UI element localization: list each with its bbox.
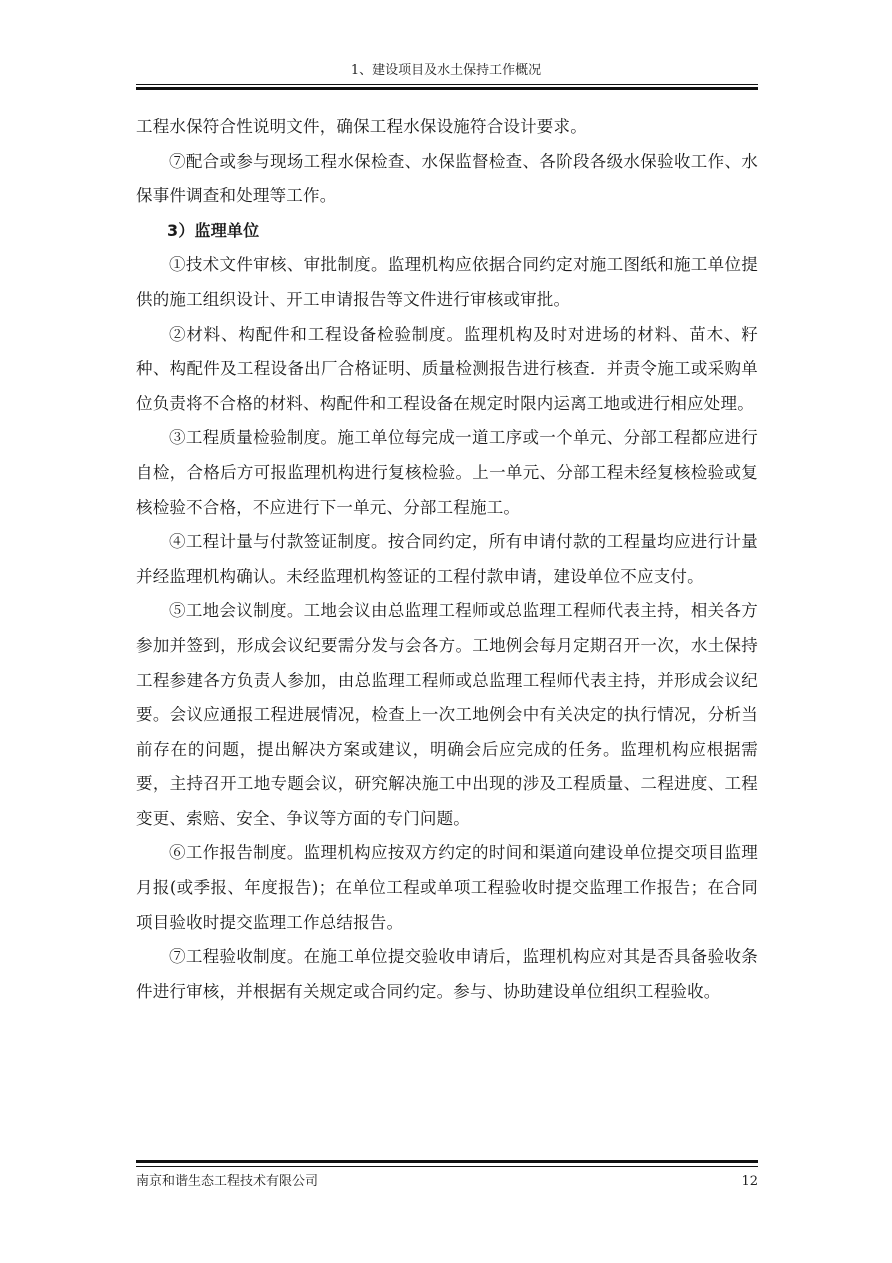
header-rule-thick <box>136 87 758 90</box>
footer-rule-thick <box>136 1160 758 1163</box>
body-text <box>136 110 758 1009</box>
paragraph-technical-document-review: ①技术文件审核、审批制度。监理机构应依据合同约定对施工图纸和施工单位提供的施工组织设计、开工申请报告等文件进行审核或审批。 <box>136 255 758 309</box>
paragraph-site-meeting: ⑤工地会议制度。工地会议由总监理工程师或总监理工程师代表主持，相关各方参加并签到，形成会议纪要需分发与会各方。工地例会每月定期召开一次，水土保持工程参建各方负责人参加，由总监理工程师或总监理工程师代表主持，并形成会议纪要。会议应通报工程进展情况，检查上一次工地例会中有关决定的执行情况，分析当前存在的问题，提出解决方案或建议，明确会后应完成的任务。监理机构应根据需要，主持召开工地专题会议，研究解决施工中出现的涉及工程质量、二程进度、工程变更、索赔、安全、争议等方面的专门问题。 <box>136 601 758 828</box>
running-header-title: 1、建设项目及水土保持工作概况 <box>350 63 542 78</box>
footer-company-name: 南京和谐生态工程技术有限公司 <box>136 1174 319 1189</box>
header-rule-thin <box>136 84 758 85</box>
footer-page-number: 12 <box>741 1174 758 1189</box>
paragraph-quality-inspection: ③工程质量检验制度。施工单位每完成一道工序或一个单元、分部工程都应进行自检，合格后方可报监理机构进行复核检验。上一单元、分部工程未经复核检验或复核检验不合格，不应进行下一单元、分部工程施工。 <box>136 428 758 517</box>
paragraph-work-report: ⑥工作报告制度。监理机构应按双方约定的时间和渠道向建设单位提交项目监理月报(或季报、年度报告)；在单位工程或单项工程验收时提交监理工作报告；在合同项目验收时提交监理工作总结报告。 <box>136 843 758 932</box>
footer-rule-thin <box>136 1166 758 1167</box>
paragraph-measurement-payment: ④工程计量与付款签证制度。按合同约定，所有申请付款的工程量均应进行计量并经监理机构确认。未经监理机构签证的工程付款申请，建设单位不应支付。 <box>136 532 758 586</box>
section-heading-supervision-unit: 3）监理单位 <box>167 220 260 240</box>
paragraph-item-7-cooperate: ⑦配合或参与现场工程水保检查、水保监督检查、各阶段各级水保验收工作、水保事件调查和处理等工作。 <box>136 151 758 206</box>
paragraph-continuation: 工程水保符合性说明文件，确保工程水保设施符合设计要求。 <box>136 117 587 136</box>
paragraph-material-inspection: ②材料、构配件和工程设备检验制度。监理机构及时对进场的材料、苗木、籽种、构配件及工程设备出厂合格证明、质量检测报告进行核查．并责令施工或采购单位负责将不合格的材料、构配件和工程设备在规定时限内运离工地或进行相应处理。 <box>136 324 758 413</box>
paragraph-acceptance: ⑦工程验收制度。在施工单位提交验收申请后，监理机构应对其是否具备验收条件进行审核，并根据有关规定或合同约定。参与、协助建设单位组织工程验收。 <box>136 947 758 1001</box>
